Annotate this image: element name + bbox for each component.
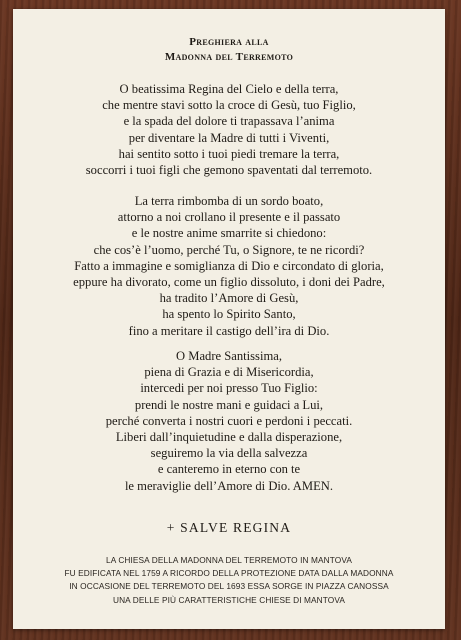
footer-line: FU EDIFICATA NEL 1759 A RICORDO DELLA PROTEZIONE DATA DALLA MADONNA [64, 568, 394, 579]
verse-line: piena di Grazia e di Misericordia, [144, 365, 314, 380]
footer-line: LA CHIESA DELLA MADONNA DEL TERREMOTO IN MANTOVA [106, 555, 352, 565]
verse-line: perché converta i nostri cuori e perdoni i peccati. [105, 413, 353, 428]
verse-line: seguiremo la via della salvezza [150, 446, 308, 461]
title-line-1: Preghiera alla [189, 36, 269, 48]
footer-line: IN OCCASIONE DEL TERREMOTO DEL 1693 ESSA SORGE IN PIAZZA CANOSSA [69, 581, 389, 592]
verse-line: intercedi per noi presso Tuo Figlio: [140, 381, 318, 396]
church-note [13, 554, 445, 607]
closing-salve-regina: + SALVE REGINA [166, 520, 292, 535]
verse-line: O beatissima Regina del Cielo e della terra, [119, 82, 339, 96]
verse-line: eppure ha divorato, come un figlio dissoluto, i doni dei Padre, [73, 275, 385, 290]
verse-line: La terra rimbomba di un sordo boato, [134, 194, 324, 208]
verse-line: e la spada del dolore ti trapassava l’anima [123, 114, 335, 129]
verse-line: e le nostre anime smarrite si chiedono: [131, 226, 327, 241]
verse-line: e canteremo in eterno con te [157, 462, 301, 477]
verse-line: ha tradito l’Amore di Gesù, [159, 291, 299, 306]
verse-line: ha spento lo Spirito Santo, [162, 307, 296, 322]
verse-line: Liberi dall’inquietudine e dalla disperazione, [115, 430, 343, 445]
verse-line: hai sentito sotto i tuoi piedi tremare la terra, [118, 146, 340, 161]
verse-line: Fatto a immagine e somiglianza di Dio e circondato di gloria, [74, 258, 384, 273]
verse-line: attorno a noi crollano il presente e il passato [117, 210, 341, 225]
verse-line: che mentre stavi sotto la croce di Gesù, tuo Figlio, [102, 98, 356, 113]
verse-line: prendi le nostre mani e guidaci a Lui, [134, 397, 324, 412]
verse-line: le meraviglie dell’Amore di Dio. AMEN. [124, 478, 334, 493]
verse-line: fino a meritare il castigo dell’ira di Dio. [128, 323, 330, 338]
footer-line: UNA DELLE PIÙ CARATTERISTICHE CHIESE DI MANTOVA [113, 594, 345, 605]
verse-line: che cos’è l’uomo, perché Tu, o Signore, te ne ricordi? [93, 242, 365, 257]
title-line-2: Madonna del Terremoto [164, 51, 294, 63]
prayer-title [13, 35, 445, 65]
stanza-2 [13, 193, 445, 339]
stanza-3 [13, 348, 445, 494]
prayer-card [13, 9, 445, 629]
verse-line: soccorri i tuoi figli che gemono spaventati dal terremoto. [85, 163, 373, 178]
stanza-1 [13, 81, 445, 178]
verse-line: per diventare la Madre di tutti i Viventi, [128, 130, 330, 145]
verse-line: O Madre Santissima, [176, 349, 282, 363]
